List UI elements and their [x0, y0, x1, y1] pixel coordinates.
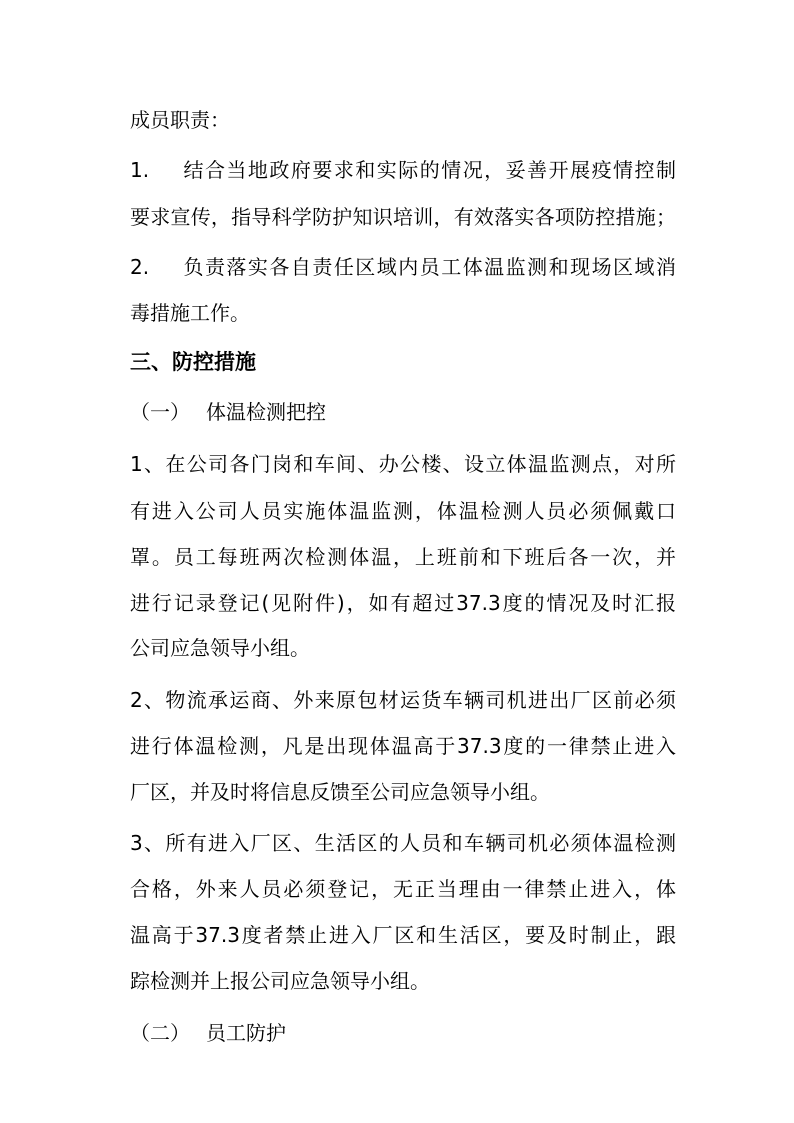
para-3-line-2: 合格，外来人员必须登记，无正当理由一律禁止进入，体	[130, 877, 676, 901]
para-1-line-2: 有进入公司人员实施体温监测，体温检测人员必须佩戴口	[130, 499, 676, 523]
para-3-line-4: 踪检测并上报公司应急领导小组。	[130, 969, 430, 993]
para-3-line-1: 3、所有进入厂区、生活区的人员和车辆司机必须体温检测	[130, 831, 676, 855]
duty-item-1-line-2: 要求宣传，指导科学防护知识培训，有效落实各项防控措施；	[130, 205, 676, 229]
subsection-1-heading	[130, 398, 676, 426]
para-2-line-1: 2、物流承运商、外来原包材运货车辆司机进出厂区前必须	[130, 688, 676, 712]
duty-item-2-number: 2.	[130, 255, 150, 279]
para-1-line-4: 进行记录登记(见附件)，如有超过37.3度的情况及时汇报	[130, 591, 676, 615]
subsection-1-title: 体温检测把控	[206, 400, 326, 424]
duty-item-2-text: 负责落实各自责任区域内员工体温监测和现场区域消	[182, 255, 676, 279]
duty-item-2-line-1	[130, 253, 676, 281]
section-heading: 三、防控措施	[130, 350, 256, 374]
para-2-line-3: 厂区，并及时将信息反馈至公司应急领导小组。	[130, 780, 550, 804]
para-2-line-2: 进行体温检测，凡是出现体温高于37.3度的一律禁止进入	[130, 734, 676, 758]
para-3-line-3: 温高于37.3度者禁止进入厂区和生活区，要及时制止，跟	[130, 923, 676, 947]
duty-item-1-text: 结合当地政府要求和实际的情况，妥善开展疫情控制	[182, 158, 676, 182]
duty-item-1-number: 1.	[130, 158, 150, 182]
duty-item-1-line-1	[130, 156, 676, 184]
subsection-1-tag: （一）	[130, 400, 190, 424]
para-1-line-5: 公司应急领导小组。	[130, 636, 310, 660]
duties-title: 成员职责：	[130, 108, 230, 132]
subsection-2-tag: （二）	[130, 1021, 190, 1045]
para-1-line-1: 1、在公司各门岗和车间、办公楼、设立体温监测点，对所	[130, 452, 676, 476]
para-1-line-3: 罩。员工每班两次检测体温，上班前和下班后各一次，并	[130, 545, 676, 569]
duty-item-2-line-2: 毒措施工作。	[130, 301, 250, 325]
subsection-2-heading	[130, 1019, 676, 1047]
subsection-2-title: 员工防护	[206, 1021, 286, 1045]
